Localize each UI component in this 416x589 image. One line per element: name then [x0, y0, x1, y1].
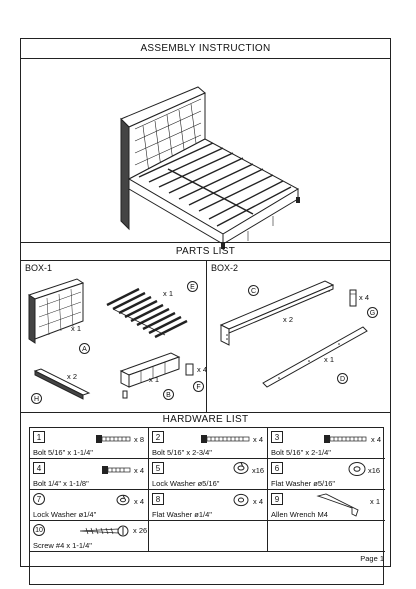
slat-roll-part-icon [103, 285, 195, 343]
box2-label: BOX-2 [211, 263, 239, 273]
part-h-callout: H [31, 393, 42, 404]
hardware-qty: x16 [252, 466, 265, 475]
hardware-qty: x 1 [370, 497, 381, 506]
hardware-cell-empty [268, 521, 385, 552]
part-g-qty: x 4 [359, 293, 370, 302]
divider [21, 412, 390, 413]
part-e-qty: x 1 [163, 289, 174, 298]
hardware-qty: x16 [368, 466, 381, 475]
hardware-cell [30, 428, 149, 459]
center-rail-part-icon [259, 323, 371, 393]
hardware-qty: x 4 [371, 435, 382, 444]
hardware-qty: x 26 [133, 526, 148, 535]
bolt-icon [324, 434, 368, 444]
hardware-label: Bolt 5/16" x 2-3/4" [152, 448, 212, 457]
hardware-label: Allen Wrench M4 [271, 510, 328, 519]
part-f-qty: x 4 [197, 365, 208, 374]
part-a-qty: x 1 [71, 324, 82, 333]
hardware-cell [30, 490, 149, 521]
divider [21, 58, 390, 59]
assembled-bed-illustration [113, 69, 303, 249]
hardware-number: 10 [33, 524, 45, 536]
hardware-cell [149, 459, 268, 490]
part-h-qty: x 2 [67, 372, 78, 381]
hardware-cell [268, 490, 385, 521]
part-g-callout: G [367, 307, 378, 318]
part-c-qty: x 2 [283, 315, 294, 324]
hardware-label: Bolt 1/4" x 1-1/8" [33, 479, 89, 488]
bolt-icon [201, 434, 251, 444]
hardware-number: 9 [271, 493, 283, 505]
bolt-icon [102, 465, 132, 475]
hardware-number: 1 [33, 431, 45, 443]
hardware-number: 3 [271, 431, 283, 443]
hardware-cell [149, 490, 268, 521]
box1-label: BOX-1 [25, 263, 53, 273]
part-b-qty: x 1 [149, 375, 160, 384]
hardware-number: 7 [33, 493, 45, 505]
part-d-callout: D [337, 373, 348, 384]
page-title: ASSEMBLY INSTRUCTION [140, 43, 271, 54]
hardware-label: Lock Washer ø5/16" [152, 479, 220, 488]
hardware-cell [30, 521, 149, 552]
hardware-qty: x 4 [134, 497, 145, 506]
instruction-sheet [20, 38, 391, 567]
flat-washer-icon [348, 461, 366, 477]
flat-washer-icon [233, 493, 249, 507]
hardware-number: 5 [152, 462, 164, 474]
part-e-callout: E [187, 281, 198, 292]
part-a-callout: A [79, 343, 90, 354]
part-b-callout: B [163, 389, 174, 400]
hardware-label: Lock Washer ø1/4" [33, 510, 97, 519]
part-f-callout: F [193, 381, 204, 392]
hardware-label: Bolt 5/16" x 2-1/4" [271, 448, 331, 457]
hardware-label: Flat Washer ø1/4" [152, 510, 212, 519]
page-number: Page 1 [360, 554, 384, 563]
bolt-icon [96, 434, 132, 444]
hardware-qty: x 4 [253, 497, 264, 506]
hardware-cell [268, 428, 385, 459]
headboard-part-icon [27, 277, 85, 345]
hardware-list-title: HARDWARE LIST [162, 414, 249, 425]
hardware-cell [149, 428, 268, 459]
hardware-qty: x 4 [134, 466, 145, 475]
hardware-number: 8 [152, 493, 164, 505]
hardware-number: 4 [33, 462, 45, 474]
hardware-cell-empty [149, 521, 268, 552]
lock-washer-icon [233, 461, 249, 475]
hardware-number: 2 [152, 431, 164, 443]
hardware-label: Bolt 5/16" x 1-1/4" [33, 448, 93, 457]
part-c-callout: C [248, 285, 259, 296]
parts-list-title: PARTS LIST [175, 246, 236, 257]
lock-washer-icon [116, 494, 130, 506]
hardware-cell [30, 459, 149, 490]
hardware-cell [268, 459, 385, 490]
screw-icon [78, 525, 132, 537]
divider [206, 260, 207, 412]
hardware-label: Flat Washer ø5/16" [271, 479, 336, 488]
hardware-number: 6 [271, 462, 283, 474]
hardware-qty: x 4 [253, 435, 264, 444]
part-d-qty: x 1 [324, 355, 335, 364]
hardware-label: Screw #4 x 1-1/4" [33, 541, 92, 550]
divider [21, 242, 390, 243]
leg-part-icon [185, 363, 195, 377]
hardware-table [29, 427, 384, 585]
center-leg-part-icon [348, 289, 358, 309]
hardware-qty: x 8 [134, 435, 145, 444]
